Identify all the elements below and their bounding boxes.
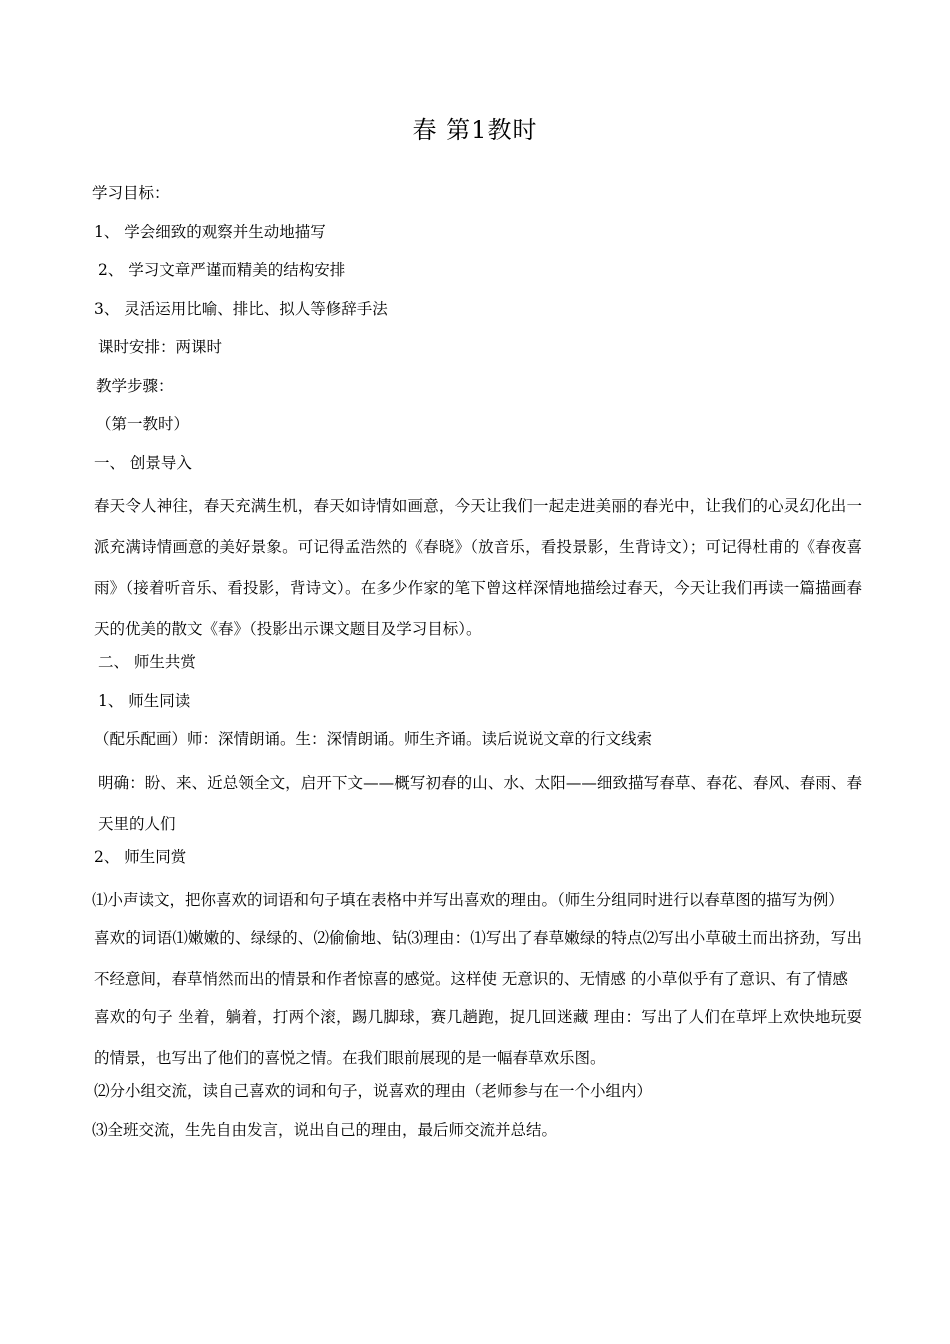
favorite-sentences-paragraph: 喜欢的句子 坐着，躺着，打两个滚，踢几脚球，赛几趟跑，捉几回迷藏 理由：写出了人们在草坪上欢快地玩耍的情景，也写出了他们的喜悦之情。在我们眼前展现的是一幅春草欢乐图。	[94, 1008, 862, 1067]
page-title: 春 第1教时	[412, 116, 538, 144]
activity-paragraph-1: ⑴小声读文，把你喜欢的词语和句子填在表格中并写出喜欢的理由。（师生分组同时进行以春草图的描写为例）	[92, 891, 844, 909]
objective-item-2: 2、 学习文章严谨而精美的结构安排	[98, 261, 346, 279]
objectives-heading: 学习目标：	[92, 184, 170, 202]
section-heading-1: 一、 创景导入	[94, 453, 192, 472]
intro-paragraph: 春天令人神往，春天充满生机，春天如诗情如画意，今天让我们一起走进美丽的春光中，让我们的心灵幻化出一派充满诗情画意的美好景象。可记得孟浩然的《春晓》（放音乐，看投景影，生背诗文）；可记得杜甫的《春夜喜雨》（接着听音乐、看投影，背诗文）。在多少作家的笔下曾这样深情地描绘过春天，今天让我们再读一篇描画春天的优美的散文《春》（投影出示课文题目及学习目标）。	[94, 497, 862, 638]
objective-item-3: 3、 灵活运用比喻、排比、拟人等修辞手法	[94, 299, 388, 318]
subsection-heading-1: 1、 师生同读	[98, 691, 191, 710]
reading-instructions: （配乐配画）师：深情朗诵。生：深情朗诵。师生齐诵。读后说说文章的行文线索	[94, 730, 653, 748]
first-lesson-label: （第一教时）	[96, 415, 190, 433]
document-body	[92, 178, 862, 1153]
favorite-words-paragraph: 喜欢的词语⑴嫩嫩的、绿绿的、⑵偷偷地、钻⑶理由：⑴写出了春草嫩绿的特点⑵写出小草破土而出挤劲，写出不经意间，春草悄然而出的情景和作者惊喜的感觉。这样使 无意识的、无情感 的小草似乎有了意识、有了情感	[94, 929, 862, 988]
activity-line-2: ⑵分小组交流，读自己喜欢的词和句子，说喜欢的理由（老师参与在一个小组内）	[94, 1082, 653, 1100]
subsection-heading-2: 2、 师生同赏	[94, 847, 187, 866]
section-heading-2: 二、 师生共赏	[98, 653, 196, 671]
clarification-paragraph: 明确：盼、来、近总领全文，启开下文——概写初春的山、水、太阳——细致描写春草、春花、春风、春雨、春天里的人们	[98, 773, 862, 833]
objective-item-1: 1、 学会细致的观察并生动地描写	[94, 222, 326, 241]
steps-heading: 教学步骤：	[96, 376, 174, 395]
activity-line-3: ⑶全班交流，生先自由发言，说出自己的理由，最后师交流并总结。	[92, 1120, 558, 1139]
schedule-line: 课时安排：两课时	[98, 338, 223, 356]
